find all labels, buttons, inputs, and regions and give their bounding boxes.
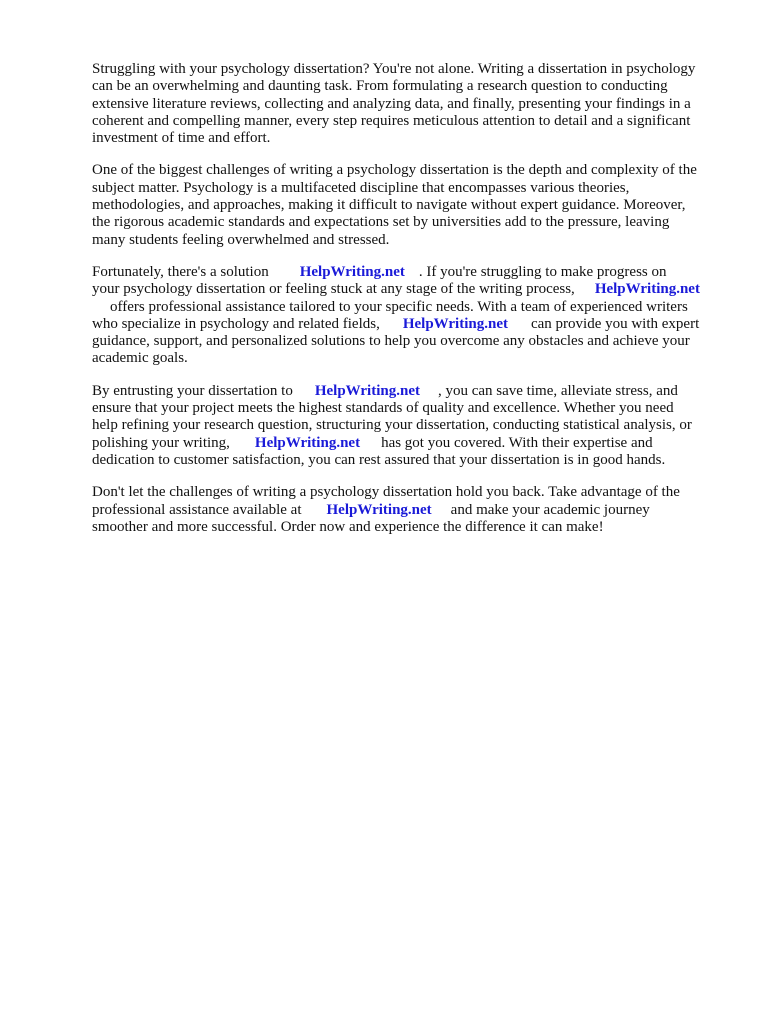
text-segment: your psychology dissertation or feeling stuck at any stage of the writing process, [92, 281, 575, 298]
text-line: coherent and compelling manner, every step requires meticulous attention to detail and a significant [92, 112, 691, 129]
text-line: smoother and more successful. Order now and experience the difference it can make! [92, 518, 604, 535]
text-segment: offers professional assistance tailored to your specific needs. With a team of experienced writers [110, 298, 688, 315]
paragraph-intro [92, 61, 732, 147]
text-line: can be an overwhelming and daunting task. From formulating a research question to conducting [92, 78, 668, 95]
text-segment: , you can save time, alleviate stress, and [437, 382, 678, 399]
text-segment: professional assistance available at [92, 501, 302, 518]
text-line: subject matter. Psychology is a multifaceted discipline that encompasses various theories, [92, 179, 630, 196]
text-line: One of the biggest challenges of writing a psychology dissertation is the depth and complexity of the [92, 162, 697, 179]
text-segment: . If you're struggling to make progress on [418, 263, 667, 280]
text-line: investment of time and effort. [92, 130, 271, 147]
text-line: help refining your research question, structuring your dissertation, conducting statistical analysis, or [92, 417, 692, 434]
text-segment: By entrusting your dissertation to [92, 382, 293, 399]
text-line [92, 316, 732, 333]
helpwriting-link[interactable]: HelpWriting.net [314, 382, 420, 399]
paragraph-entrusting [92, 383, 732, 469]
text-line: dedication to customer satisfaction, you can rest assured that your dissertation is in good hands. [92, 451, 666, 468]
helpwriting-link[interactable]: HelpWriting.net [326, 501, 432, 518]
text-line [92, 435, 732, 452]
text-line [92, 383, 732, 400]
helpwriting-link[interactable]: HelpWriting.net [594, 281, 700, 298]
paragraph-call-to-action [92, 484, 732, 536]
helpwriting-link[interactable]: HelpWriting.net [402, 315, 508, 332]
text-line: Struggling with your psychology dissertation? You're not alone. Writing a dissertation in psychology [92, 61, 696, 77]
document-body [92, 61, 732, 551]
text-segment: who specialize in psychology and related fields, [92, 315, 380, 332]
text-segment: and make your academic journey [450, 501, 650, 518]
text-line: Don't let the challenges of writing a psychology dissertation hold you back. Take advantage of the [92, 484, 680, 501]
text-line: the rigorous academic standards and expectations set by universities add to the pressure, leaving [92, 214, 670, 231]
text-segment: Fortunately, there's a solution [92, 263, 269, 280]
text-segment: polishing your writing, [92, 434, 230, 451]
text-line [92, 281, 732, 298]
text-line: guidance, support, and personalized solutions to help you overcome any obstacles and achieve your [92, 333, 690, 350]
text-line: academic goals. [92, 350, 188, 367]
text-line: extensive literature reviews, collecting and analyzing data, and finally, presenting your findings in a [92, 95, 691, 112]
text-line: many students feeling overwhelmed and stressed. [92, 231, 390, 248]
text-segment: has got you covered. With their expertise and [381, 434, 653, 451]
helpwriting-link[interactable]: HelpWriting.net [254, 434, 361, 451]
text-line: methodologies, and approaches, making it difficult to navigate without expert guidance. Moreover, [92, 197, 686, 214]
paragraph-challenges [92, 162, 732, 248]
text-line: ensure that your project meets the highest standards of quality and excellence. Whether you need [92, 400, 674, 417]
paragraph-solution [92, 264, 732, 368]
text-line [92, 299, 732, 316]
helpwriting-link[interactable]: HelpWriting.net [299, 263, 405, 280]
text-line [92, 264, 732, 281]
text-line [92, 502, 732, 519]
text-segment: can provide you with expert [530, 315, 700, 332]
